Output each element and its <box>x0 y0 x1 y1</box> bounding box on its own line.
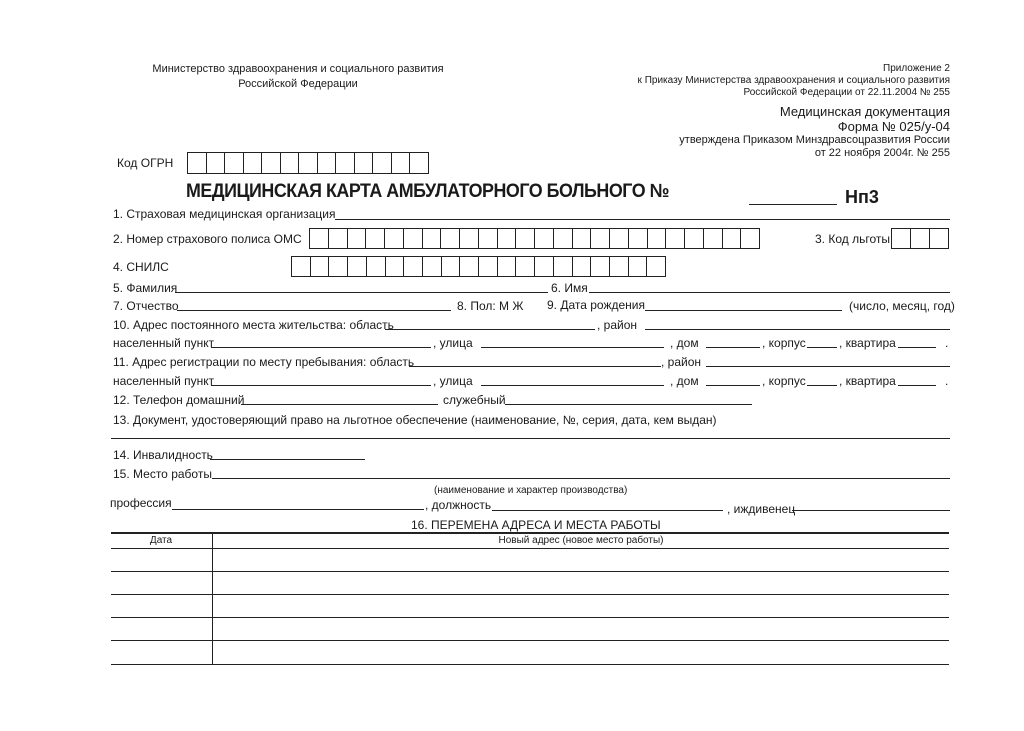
permanent-settlement-field[interactable] <box>211 347 431 348</box>
registration-apartment-field[interactable] <box>898 385 936 386</box>
snils-label: 4. СНИЛС <box>113 260 169 274</box>
table-row[interactable] <box>111 594 949 595</box>
permanent-street-label: , улица <box>433 336 473 350</box>
registration-house-field[interactable] <box>706 385 760 386</box>
work-phone-field[interactable] <box>505 404 752 405</box>
benefit-document-field[interactable] <box>111 438 950 439</box>
profession-field[interactable] <box>172 509 424 510</box>
insurance-org-label: 1. Страховая медицинская организация <box>113 207 336 221</box>
permanent-building-label: , корпус <box>762 336 806 350</box>
permanent-building-field[interactable] <box>807 347 837 348</box>
registration-settlement-field[interactable] <box>211 385 431 386</box>
registration-settlement-label: населенный пункт <box>113 374 215 388</box>
table-row[interactable] <box>111 640 949 641</box>
position-label: , должность <box>425 498 492 512</box>
table-column-divider <box>212 532 213 664</box>
oms-policy-label: 2. Номер страхового полиса ОМС <box>113 232 302 246</box>
birth-date-field[interactable] <box>645 310 842 311</box>
name-label: 6. Имя <box>551 281 588 295</box>
registration-street-label: , улица <box>433 374 473 388</box>
registration-building-label: , корпус <box>762 374 806 388</box>
work-phone-label: служебный <box>443 393 506 407</box>
patronymic-label: 7. Отчество <box>113 299 179 313</box>
permanent-apartment-label: , квартира <box>839 336 896 350</box>
registration-region-field[interactable] <box>409 366 661 367</box>
sex-label: 8. Пол: М Ж <box>457 299 524 313</box>
position-field[interactable] <box>492 510 723 511</box>
registration-street-field[interactable] <box>481 385 664 386</box>
workplace-hint: (наименование и характер производства) <box>434 485 628 496</box>
table-row[interactable] <box>111 664 949 665</box>
workplace-field[interactable] <box>212 478 950 479</box>
registration-district-label: , район <box>661 355 702 369</box>
registration-address-label: 11. Адрес регистрации по месту пребывания: область <box>113 355 415 369</box>
surname-field[interactable] <box>175 292 548 293</box>
permanent-region-field[interactable] <box>385 329 595 330</box>
table-header-divider <box>111 548 949 549</box>
approval-line-1: утверждена Приказом Минздравсоцразвития России <box>679 134 950 146</box>
registration-apartment-label: , квартира <box>839 374 896 388</box>
permanent-apartment-field[interactable] <box>898 347 936 348</box>
benefit-code-label: 3. Код льготы <box>815 232 890 246</box>
appendix-line-2: к Приказу Министерства здравоохранения и социального развития <box>637 75 950 86</box>
surname-label: 5. Фамилия <box>113 281 178 295</box>
insurance-org-field[interactable] <box>335 219 950 220</box>
form-title: МЕДИЦИНСКАЯ КАРТА АМБУЛАТОРНОГО БОЛЬНОГО № <box>186 181 670 202</box>
appendix-line-3: Российской Федерации от 22.11.2004 № 255 <box>743 87 950 98</box>
permanent-end-dot: . <box>945 336 949 350</box>
profession-label: профессия <box>110 496 172 510</box>
disability-label: 14. Инвалидность <box>113 448 213 462</box>
appendix-line-1: Приложение 2 <box>883 63 950 74</box>
permanent-house-field[interactable] <box>706 347 760 348</box>
permanent-address-label: 10. Адрес постоянного места жительства: область <box>113 318 394 332</box>
form-info-block <box>590 104 950 134</box>
permanent-street-field[interactable] <box>481 347 664 348</box>
ministry-line-1: Министерство здравоохранения и социального развития <box>152 63 444 75</box>
column-header-new-address: Новый адрес (новое место работы) <box>498 535 664 546</box>
ministry-line-2: Российской Федерации <box>238 78 358 90</box>
approval-line-2: от 22 ноября 2004г. № 255 <box>814 147 950 159</box>
permanent-settlement-label: населенный пункт <box>113 336 215 350</box>
form-code: Нп3 <box>845 187 879 207</box>
benefit-document-label: 13. Документ, удостоверяющий право на льготное обеспечение (наименование, №, серия, дата, кем выдан) <box>113 413 717 427</box>
card-number-line[interactable] <box>749 204 837 205</box>
disability-field[interactable] <box>210 459 365 460</box>
permanent-district-field[interactable] <box>645 329 950 330</box>
registration-end-dot: . <box>945 374 949 388</box>
table-top-border <box>111 532 949 534</box>
permanent-district-label: , район <box>597 318 638 332</box>
registration-house-label: , дом <box>670 374 699 388</box>
name-field[interactable] <box>589 292 950 293</box>
approval-block <box>550 134 950 160</box>
form-number: Форма № 025/у-04 <box>837 119 950 134</box>
home-phone-label: 12. Телефон домашний <box>113 393 245 407</box>
appendix-block <box>590 63 950 99</box>
ogrn-input-boxes[interactable] <box>187 152 429 174</box>
table-row[interactable] <box>111 617 949 618</box>
ministry-name <box>130 63 466 91</box>
ogrn-label: Код ОГРН <box>117 156 174 170</box>
registration-district-field[interactable] <box>706 366 950 367</box>
patronymic-field[interactable] <box>177 310 451 311</box>
permanent-house-label: , дом <box>670 336 699 350</box>
birth-date-hint: (число, месяц, год) <box>849 299 955 313</box>
snils-boxes[interactable] <box>291 256 666 277</box>
med-doc-label: Медицинская документация <box>779 104 950 119</box>
column-header-date: Дата <box>149 535 173 546</box>
dependent-field[interactable] <box>792 510 950 511</box>
birth-date-label: 9. Дата рождения <box>547 298 645 312</box>
benefit-code-boxes[interactable] <box>891 228 949 249</box>
home-phone-field[interactable] <box>241 404 438 405</box>
table-row[interactable] <box>111 571 949 572</box>
dependent-label: , иждивенец <box>727 502 796 516</box>
address-change-heading: 16. ПЕРЕМЕНА АДРЕСА И МЕСТА РАБОТЫ <box>411 518 661 532</box>
registration-building-field[interactable] <box>807 385 837 386</box>
oms-policy-boxes[interactable] <box>309 228 760 249</box>
workplace-label: 15. Место работы <box>113 467 212 481</box>
